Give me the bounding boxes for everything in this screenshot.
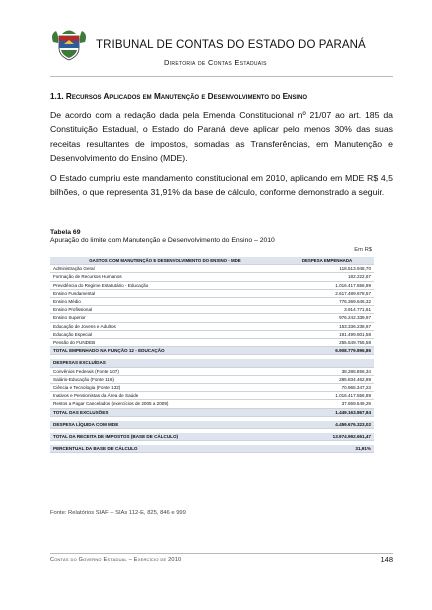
row-value: 182.222,67 bbox=[280, 273, 374, 281]
table-row bbox=[50, 392, 374, 400]
table-source: Fonte: Relatórios SIAF – SIAs 112-E, 825, 846 e 999 bbox=[50, 510, 186, 516]
row-label: DESPESA LÍQUIDA COM MDE bbox=[50, 421, 280, 429]
header-divider bbox=[50, 76, 393, 77]
row-label: Pensão do FUNDEB bbox=[50, 339, 280, 347]
row-label: Convênios Federais (Fonte 107) bbox=[50, 367, 280, 375]
row-value: 191.499.801,58 bbox=[280, 330, 374, 338]
page-header bbox=[0, 0, 432, 80]
row-label: Ensino Profissional bbox=[50, 306, 280, 314]
row-label: Ensino Médio bbox=[50, 298, 280, 306]
row-label: Inativos e Pensionistas da Área de Saúde bbox=[50, 392, 280, 400]
org-title: TRIBUNAL DE CONTAS DO ESTADO DO PARANÁ bbox=[96, 39, 366, 51]
row-label: Ensino Superior bbox=[50, 314, 280, 322]
row-label: Educação de Jovens e Adultos bbox=[50, 322, 280, 330]
page-number: 148 bbox=[380, 555, 393, 564]
row-value: 6.908.779.896,86 bbox=[280, 347, 374, 355]
paragraph-1: De acordo com a redação dada pela Emenda Constitucional nº 21/07 ao art. 185 da Constituição Estadual, o Estado do Paraná deve aplicar pelo menos 30% das suas receitas resultantes de impostos, somadas as Transferências, em Manutenção e Desenvolvimento do Ensino (MDE). bbox=[50, 110, 393, 164]
table-row bbox=[50, 273, 374, 281]
exclusions-header-row bbox=[50, 359, 374, 367]
table-row bbox=[50, 384, 374, 392]
col-header-gastos: GASTOS COM MANUTENÇÃO E DESENVOLVIMENTO DO ENSINO - MDE bbox=[50, 257, 280, 265]
table-title: Apuração do limite com Manutenção e Desenvolvimento do Ensino – 2010 bbox=[50, 237, 275, 245]
row-label: TOTAL DAS EXCLUSÕES bbox=[50, 408, 280, 416]
tax-revenue-row bbox=[50, 433, 374, 441]
paragraph-2: O Estado cumpriu este mandamento constitucional em 2010, aplicando em MDE R$ 4,5 bilhões, o que representa 31,91% da base de cálculo, conforme demonstrado a seguir. bbox=[50, 173, 393, 198]
row-label: Formação de Recursos Humanos bbox=[50, 273, 280, 281]
row-label: Salário-Educação (Fonte 116) bbox=[50, 375, 280, 383]
row-value: 1.449.163.867,84 bbox=[280, 408, 374, 416]
row-value: 37.659.549,29 bbox=[280, 400, 374, 408]
table-row bbox=[50, 400, 374, 408]
row-value: 285.834.462,89 bbox=[280, 375, 374, 383]
footer-divider bbox=[50, 553, 393, 554]
row-label: Ciência e Tecnologia (Fonte 132) bbox=[50, 384, 280, 392]
row-value: 38.286.856,34 bbox=[280, 367, 374, 375]
table-body bbox=[50, 265, 374, 453]
row-value: 1.016.417.556,89 bbox=[280, 392, 374, 400]
table-row bbox=[50, 265, 374, 273]
row-value: 2.617.489.678,57 bbox=[280, 289, 374, 297]
row-label: TOTAL EMPENHADO NA FUNÇÃO 12 - EDUCAÇÃO bbox=[50, 347, 280, 355]
row-label: Administração Geral bbox=[50, 265, 280, 273]
row-label: Ensino Fundamental bbox=[50, 289, 280, 297]
row-value: 1.016.417.556,89 bbox=[280, 281, 374, 289]
section-heading: 1.1. Recursos Aplicados em Manutenção e Desenvolvimento do Ensino bbox=[50, 92, 308, 101]
mde-table bbox=[50, 257, 374, 453]
table-unit: Em R$ bbox=[354, 247, 372, 253]
row-value: 153.336.238,67 bbox=[280, 322, 374, 330]
row-value: 31,91% bbox=[280, 445, 374, 453]
row-label: DESPESAS EXCLUÍDAS bbox=[50, 359, 280, 367]
table-caption bbox=[50, 229, 275, 246]
table-row bbox=[50, 339, 374, 347]
row-value: 4.459.676.323,02 bbox=[280, 421, 374, 429]
parana-coat-of-arms-icon bbox=[50, 28, 88, 62]
table-row bbox=[50, 322, 374, 330]
row-value: 776.369.646,32 bbox=[280, 298, 374, 306]
percentage-row bbox=[50, 445, 374, 453]
row-value: 13.974.992.651,47 bbox=[280, 433, 374, 441]
row-value: 118.513.948,70 bbox=[280, 265, 374, 273]
row-value: 255.549.755,58 bbox=[280, 339, 374, 347]
row-value: 3.914.771,61 bbox=[280, 306, 374, 314]
net-expense-row bbox=[50, 421, 374, 429]
row-value: 70.965.347,23 bbox=[280, 384, 374, 392]
row-value: 976.242.339,97 bbox=[280, 314, 374, 322]
total-exclusions-row bbox=[50, 408, 374, 416]
col-header-despesa: DESPESA EMPENHADA bbox=[280, 257, 374, 265]
row-label: Restos a Pagar Cancelados (exercícios de 2005 a 2009) bbox=[50, 400, 280, 408]
row-label: Educação Especial bbox=[50, 330, 280, 338]
row-label: Previdência do Regime Estatutário - Educação bbox=[50, 281, 280, 289]
table-row bbox=[50, 314, 374, 322]
footer-text: Contas do Governo Estadual – Exercício de 2010 bbox=[50, 557, 182, 563]
total-function-row bbox=[50, 347, 374, 355]
table-row bbox=[50, 289, 374, 297]
table-row bbox=[50, 367, 374, 375]
table-row bbox=[50, 375, 374, 383]
table-row bbox=[50, 306, 374, 314]
table-header-row bbox=[50, 257, 374, 265]
row-label: PERCENTUAL DA BASE DE CÁLCULO bbox=[50, 445, 280, 453]
table-number: Tabela 69 bbox=[50, 229, 81, 236]
org-subtitle: Diretoria de Contas Estaduais bbox=[164, 58, 267, 67]
table-row bbox=[50, 298, 374, 306]
row-label: TOTAL DA RECEITA DE IMPOSTOS (BASE DE CÁLCULO) bbox=[50, 433, 280, 441]
table-row bbox=[50, 281, 374, 289]
table-row bbox=[50, 330, 374, 338]
